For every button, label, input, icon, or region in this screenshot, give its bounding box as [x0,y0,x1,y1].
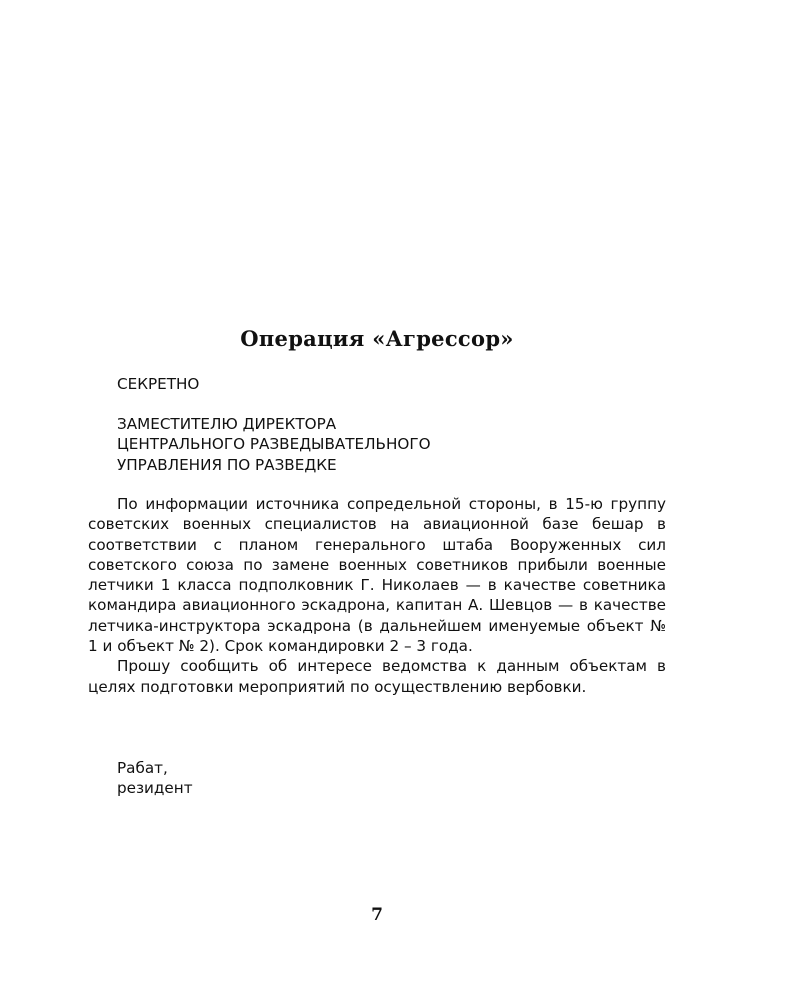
signature-line: резидент [117,779,193,798]
page-number: 7 [371,905,383,925]
book-page [88,0,666,1000]
signature-block [117,758,193,799]
document-body [88,494,666,697]
addressee-line: ЦЕНТРАЛЬНОГО РАЗВЕДЫВАТЕЛЬНОГО [117,435,431,454]
body-paragraph: Прошу сообщить об интересе ведомства к данным объектам в целях подготовки мероприятий по осуществлению вербовки. [88,657,666,696]
classification-stamp: СЕКРЕТНО [117,375,200,393]
page-title: Операция «Агрессор» [240,326,514,351]
addressee-line: УПРАВЛЕНИЯ ПО РАЗВЕДКЕ [117,455,337,474]
body-paragraph: По информации источника сопредельной стороны, в 15-ю группу советских военных специалистов на авиационной базе бешар в соответствии с планом генерального штаба Вооруженных сил советского союза по замене военных советников прибыли военные летчики 1 класса подполковник Г. Николаев — в качестве советника командира авиационного эскадрона, капитан А. Шевцов — в качестве летчика-инструктора эскадрона (в дальнейшем именуемые объект № 1 и объект № 2). Срок командировки 2 – 3 года. [88,495,666,656]
signature-line: Рабат, [117,759,168,777]
addressee-block [117,414,431,475]
addressee-line: ЗАМЕСТИТЕЛЮ ДИРЕКТОРА [117,415,337,433]
